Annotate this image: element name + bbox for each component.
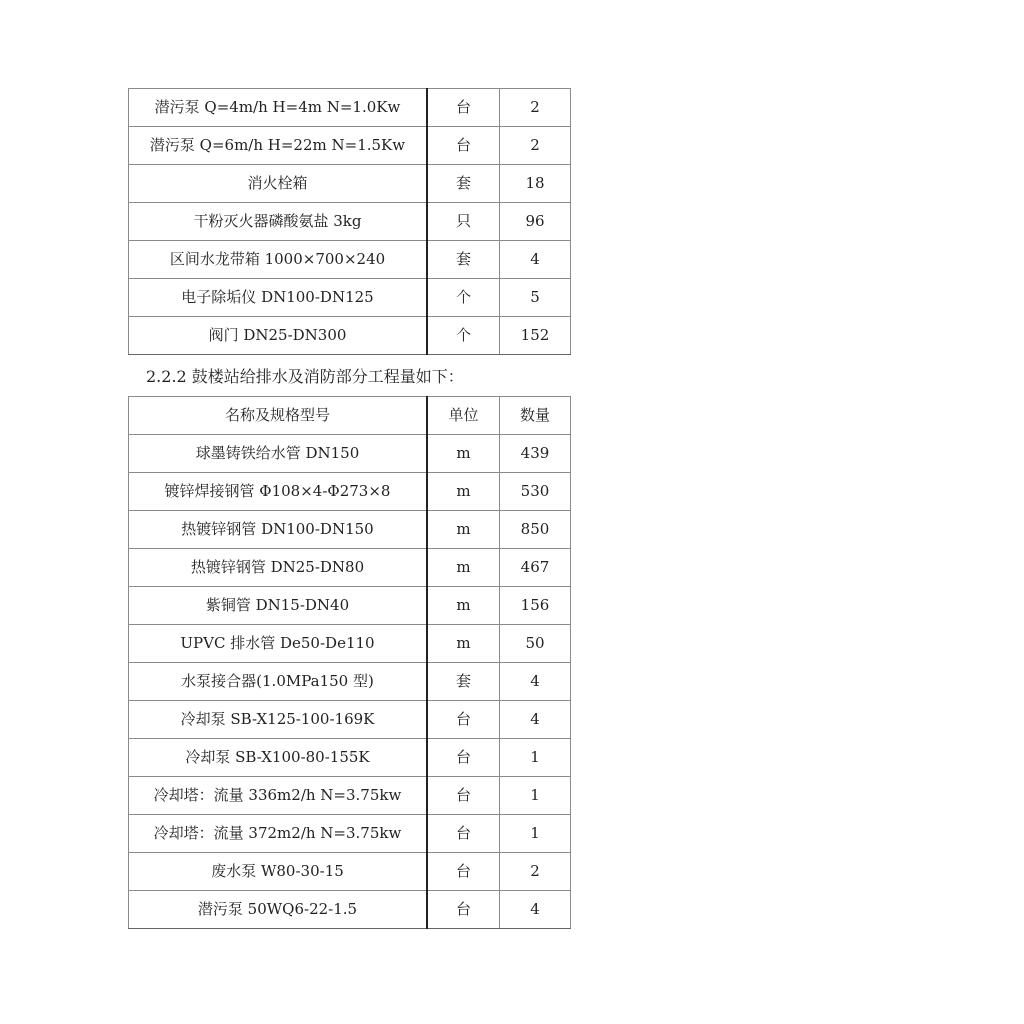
table-row — [129, 89, 571, 127]
cell-unit: m — [427, 473, 500, 511]
table-header-row — [129, 397, 571, 435]
cell-unit: 套 — [427, 241, 500, 279]
cell-name-spec: 冷却泵 SB-X125-100-169K — [129, 701, 428, 739]
cell-unit: 套 — [427, 663, 500, 701]
table-row — [129, 165, 571, 203]
cell-name-spec: 冷却塔：流量 372m2/h N=3.75kw — [129, 815, 428, 853]
cell-quantity: 467 — [500, 549, 571, 587]
cell-name-spec: 热镀锌钢管 DN25-DN80 — [129, 549, 428, 587]
cell-name-spec: 潜污泵 Q=4m/h H=4m N=1.0Kw — [129, 89, 428, 127]
cell-unit: m — [427, 511, 500, 549]
table-row — [129, 473, 571, 511]
table-row — [129, 663, 571, 701]
cell-unit: 只 — [427, 203, 500, 241]
cell-quantity: 850 — [500, 511, 571, 549]
cell-quantity: 1 — [500, 777, 571, 815]
table-row — [129, 891, 571, 929]
header-unit: 单位 — [427, 397, 500, 435]
cell-quantity: 530 — [500, 473, 571, 511]
cell-unit: 台 — [427, 89, 500, 127]
cell-name-spec: 区间水龙带箱 1000×700×240 — [129, 241, 428, 279]
cell-name-spec: 球墨铸铁给水管 DN150 — [129, 435, 428, 473]
cell-quantity: 152 — [500, 317, 571, 355]
cell-name-spec: 废水泵 W80-30-15 — [129, 853, 428, 891]
gulou-station-quantity-table — [128, 396, 571, 929]
table-row — [129, 815, 571, 853]
table-row — [129, 777, 571, 815]
cell-unit: 台 — [427, 127, 500, 165]
cell-quantity: 2 — [500, 853, 571, 891]
cell-unit: m — [427, 587, 500, 625]
table-row — [129, 587, 571, 625]
table-row — [129, 739, 571, 777]
cell-name-spec: 干粉灭火器磷酸氨盐 3kg — [129, 203, 428, 241]
table-row — [129, 549, 571, 587]
section-heading: 2.2.2 鼓楼站给排水及消防部分工程量如下： — [146, 367, 464, 386]
cell-quantity: 2 — [500, 127, 571, 165]
header-quantity: 数量 — [500, 397, 571, 435]
table-row — [129, 241, 571, 279]
cell-quantity: 4 — [500, 663, 571, 701]
table-row — [129, 625, 571, 663]
cell-quantity: 50 — [500, 625, 571, 663]
cell-quantity: 18 — [500, 165, 571, 203]
cell-unit: m — [427, 435, 500, 473]
cell-unit: 台 — [427, 777, 500, 815]
cell-quantity: 4 — [500, 891, 571, 929]
cell-unit: 台 — [427, 739, 500, 777]
equipment-table-continued — [128, 88, 571, 355]
cell-quantity: 1 — [500, 815, 571, 853]
cell-unit: 套 — [427, 165, 500, 203]
cell-name-spec: 冷却塔：流量 336m2/h N=3.75kw — [129, 777, 428, 815]
table-row — [129, 701, 571, 739]
cell-unit: 台 — [427, 701, 500, 739]
cell-quantity: 156 — [500, 587, 571, 625]
cell-unit: 个 — [427, 279, 500, 317]
cell-name-spec: 冷却泵 SB-X100-80-155K — [129, 739, 428, 777]
gulou-station-quantity-table-body — [129, 397, 571, 929]
table-row — [129, 435, 571, 473]
cell-name-spec: 水泵接合器(1.0MPa150 型) — [129, 663, 428, 701]
table-row — [129, 279, 571, 317]
table-row — [129, 203, 571, 241]
table-row — [129, 853, 571, 891]
cell-quantity: 4 — [500, 701, 571, 739]
cell-name-spec: 潜污泵 50WQ6-22-1.5 — [129, 891, 428, 929]
table-row — [129, 317, 571, 355]
cell-name-spec: 潜污泵 Q=6m/h H=22m N=1.5Kw — [129, 127, 428, 165]
cell-name-spec: 阀门 DN25-DN300 — [129, 317, 428, 355]
cell-name-spec: 电子除垢仪 DN100-DN125 — [129, 279, 428, 317]
cell-unit: 个 — [427, 317, 500, 355]
cell-quantity: 4 — [500, 241, 571, 279]
cell-name-spec: 消火栓箱 — [129, 165, 428, 203]
cell-name-spec: UPVC 排水管 De50-De110 — [129, 625, 428, 663]
table-row — [129, 127, 571, 165]
cell-unit: 台 — [427, 891, 500, 929]
cell-quantity: 96 — [500, 203, 571, 241]
cell-quantity: 439 — [500, 435, 571, 473]
cell-quantity: 1 — [500, 739, 571, 777]
cell-unit: m — [427, 549, 500, 587]
cell-name-spec: 热镀锌钢管 DN100-DN150 — [129, 511, 428, 549]
equipment-table-continued-body — [129, 89, 571, 355]
cell-quantity: 5 — [500, 279, 571, 317]
cell-quantity: 2 — [500, 89, 571, 127]
cell-unit: m — [427, 625, 500, 663]
cell-name-spec: 镀锌焊接钢管 Φ108×4-Φ273×8 — [129, 473, 428, 511]
cell-unit: 台 — [427, 853, 500, 891]
table-row — [129, 511, 571, 549]
header-name-spec: 名称及规格型号 — [129, 397, 428, 435]
cell-name-spec: 紫铜管 DN15-DN40 — [129, 587, 428, 625]
cell-unit: 台 — [427, 815, 500, 853]
